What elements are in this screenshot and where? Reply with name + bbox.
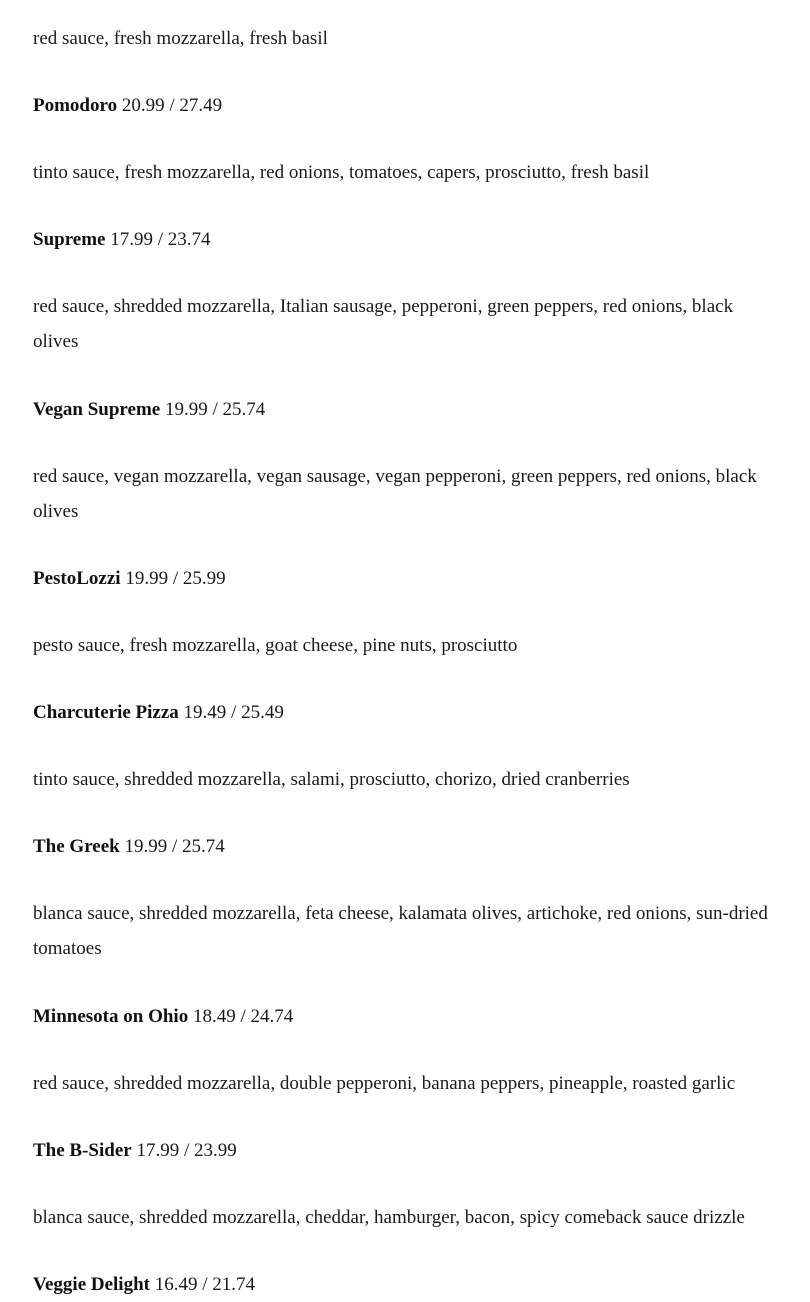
item-price: 20.99 / 27.49: [121, 95, 223, 116]
item-description: red sauce, shredded mozzarella, double pepperoni, banana peppers, pineapple, roasted garlic: [33, 1073, 736, 1094]
item-description: pesto sauce, fresh mozzarella, goat cheese, pine nuts, prosciutto: [33, 635, 518, 656]
item-name: The B-Sider: [33, 1140, 132, 1161]
item-price: 19.99 / 25.74: [124, 836, 225, 857]
item-name: Minnesota on Ohio: [33, 1006, 189, 1027]
item-title-the-greek: [33, 829, 779, 864]
item-description: tinto sauce, shredded mozzarella, salami, prosciutto, chorizo, dried cranberries: [33, 769, 630, 790]
item-price: 19.49 / 25.49: [183, 702, 284, 723]
item-name: Vegan Supreme: [33, 399, 161, 420]
item-name: The Greek: [33, 836, 120, 857]
item-price: 17.99 / 23.74: [110, 229, 211, 250]
item-price: 17.99 / 23.99: [136, 1140, 237, 1161]
item-description: red sauce, shredded mozzarella, Italian sausage, pepperoni, green peppers, red onions, black olives: [33, 296, 734, 352]
item-name: Charcuterie Pizza: [33, 702, 179, 723]
item-name: Pomodoro: [33, 95, 118, 116]
item-title-the-b-sider: [33, 1133, 779, 1168]
item-title-supreme: [33, 222, 779, 257]
item-price: 19.99 / 25.74: [164, 399, 266, 420]
item-title-veggie-delight: [33, 1267, 779, 1302]
item-description: blanca sauce, shredded mozzarella, feta cheese, kalamata olives, artichoke, red onions, sun-dried tomatoes: [33, 903, 768, 959]
item-description: tinto sauce, fresh mozzarella, red onions, tomatoes, capers, prosciutto, fresh basil: [33, 162, 650, 183]
item-title-charcuterie-pizza: [33, 695, 779, 730]
item-price: 16.49 / 21.74: [154, 1274, 256, 1295]
item-title-minnesota-on-ohio: [33, 999, 779, 1034]
item-description: red sauce, fresh mozzarella, fresh basil: [33, 28, 328, 49]
item-price: 19.99 / 25.99: [125, 568, 226, 589]
item-title-pomodoro: [33, 88, 779, 123]
item-name: Veggie Delight: [33, 1274, 150, 1295]
item-description: red sauce, vegan mozzarella, vegan sausage, vegan pepperoni, green peppers, red onions, black olives: [33, 466, 757, 522]
item-title-pestolozzi: [33, 561, 779, 596]
item-name: Supreme: [33, 229, 106, 250]
item-name: PestoLozzi: [33, 568, 121, 589]
item-title-vegan-supreme: [33, 392, 779, 427]
item-price: 18.49 / 24.74: [192, 1006, 294, 1027]
item-description: blanca sauce, shredded mozzarella, cheddar, hamburger, bacon, spicy comeback sauce drizzle: [33, 1207, 745, 1228]
